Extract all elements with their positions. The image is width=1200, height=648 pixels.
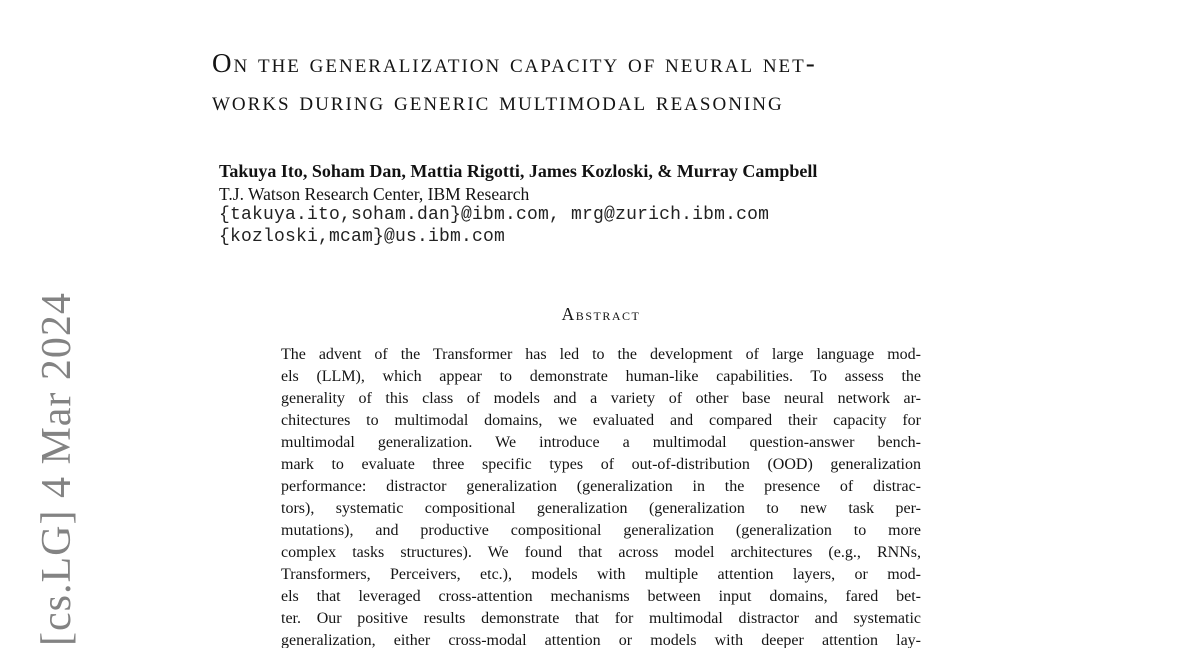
abstract-line: performance: distractor generalization (generalization in the presence of distrac- — [281, 478, 921, 495]
paper-title — [212, 44, 817, 120]
author-emails-line1: {takuya.ito,soham.dan}@ibm.com, mrg@zurich.ibm.com — [219, 205, 770, 225]
abstract-heading: Abstract — [561, 304, 641, 324]
abstract-body — [281, 344, 921, 648]
abstract-line: generalization, either cross-modal attention or models with deeper attention lay- — [281, 632, 921, 648]
abstract-line: Transformers, Perceivers, etc.), models with multiple attention layers, or mod- — [281, 566, 921, 583]
affiliation-line: T.J. Watson Research Center, IBM Research — [219, 184, 530, 204]
abstract-line: complex tasks structures). We found that across model architectures (e.g., RNNs, — [281, 544, 921, 561]
abstract-line: generality of this class of models and a variety of other base neural network ar- — [281, 390, 921, 407]
abstract-line: mutations), and productive compositional generalization (generalization to more — [281, 522, 921, 539]
author-emails-line2: {kozloski,mcam}@us.ibm.com — [219, 227, 506, 247]
abstract-line: multimodal generalization. We introduce a multimodal question-answer bench- — [281, 434, 921, 451]
paper-title-line1: On the generalization capacity of neural net- — [212, 48, 817, 78]
abstract-line: mark to evaluate three specific types of out-of-distribution (OOD) generalization — [281, 456, 921, 473]
abstract-line: els that leveraged cross-attention mechanisms between input domains, fared bet- — [281, 588, 921, 605]
abstract-line: ter. Our positive results demonstrate that for multimodal distractor and systematic — [281, 610, 921, 627]
abstract-line: chitectures to multimodal domains, we evaluated and compared their capacity for — [281, 412, 921, 429]
arxiv-category-watermark: [cs.LG] 4 Mar 2024 — [34, 292, 80, 646]
abstract-line: tors), systematic compositional generalization (generalization to new task per- — [281, 500, 921, 517]
abstract-line: els (LLM), which appear to demonstrate human-like capabilities. To assess the — [281, 368, 921, 385]
paper-title-line2: works during generic multimodal reasoning — [212, 86, 784, 116]
author-names: Takuya Ito, Soham Dan, Mattia Rigotti, James Kozloski, & Murray Campbell — [219, 161, 818, 181]
abstract-line: The advent of the Transformer has led to the development of large language mod- — [281, 346, 921, 363]
